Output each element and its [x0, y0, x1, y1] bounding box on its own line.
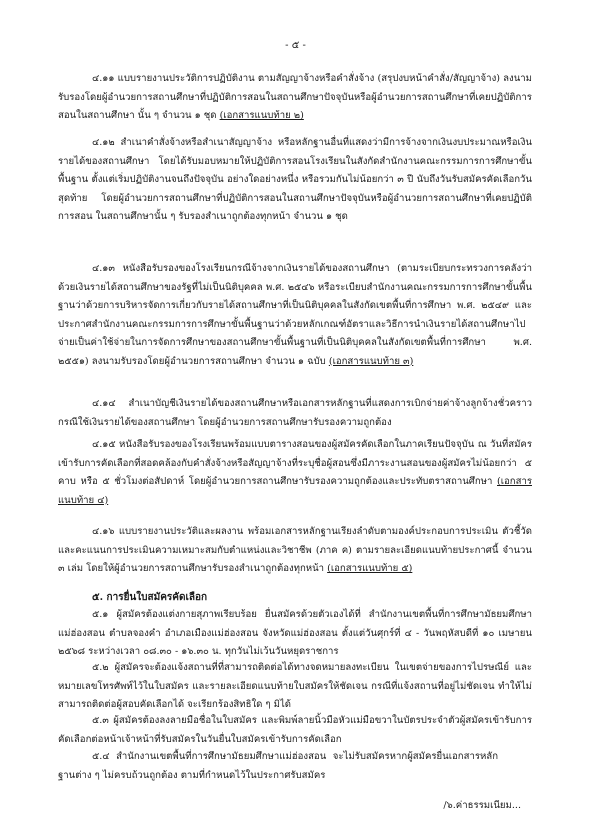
clause-4-16: ๔.๑๖ แบบรายงานประวัติและผลงาน พร้อมเอกสารหลักฐานเรียงลำดับตามองค์ประกอบการประเมิน ตัวชี้วัด และคะแนนการประเมินความเหมาะสมกับตำแหน่งและวิชาชีพ (ภาค ค) ตามรายละเอียดแนบท้ายประกาศนี้ จำนวน ๓ เล่ม โดยให้ผู้อำนวยการสถานศึกษารับรองสำเนาถูกต้องทุกหน้า (เอกสารแนบท้าย ๕): [58, 526, 532, 574]
clause-5-3: ๕.๓ ผู้สมัครต้องลงลายมือชื่อในใบสมัคร และพิมพ์ลายนิ้วมือหัวแม่มือขวาในบัตรประจำตัวผู้สมัครเข้ารับการคัดเลือกต่อหน้าเจ้าหน้าที่รับสมัครในวันยื่นใบสมัครเข้ารับการคัดเลือก: [58, 715, 532, 745]
attachment-ref: (เอกสารแนบท้าย ๕): [327, 563, 413, 574]
next-page-marker: /๖.ค่าธรรมเนียม...: [443, 800, 521, 811]
clause-4-15: ๔.๑๕ หนังสือรับรองของโรงเรียนพร้อมแบบตารางสอนของผู้สมัครคัดเลือกในภาคเรียนปัจจุบัน ณ วันที่สมัครเข้ารับการคัดเลือกที่สอดคล้องกับคำสั่งจ้างหรือสัญญาจ้างที่ระบุชื่อผู้สอนซึ่งมีภาระงานสอนของผู้สมัครไม่น้อยกว่า ๕ คาบ หรือ ๕ ชั่วโมงต่อสัปดาห์ โดยผู้อำนวยการสถานศึกษารับรองความถูกต้องและประทับตราสถานศึกษา (เอกสารแนบท้าย ๔): [58, 439, 532, 506]
clause-5-1: ๕.๑ ผู้สมัครต้องแต่งกายสุภาพเรียบร้อย ยื่นสมัครด้วยตัวเองได้ที่ สำนักงานเขตพื้นที่การศึกษามัธยมศึกษาแม่ฮ่องสอน ตำบลจองคำ อำเภอเมืองแม่ฮ่องสอน จังหวัดแม่ฮ่องสอน ตั้งแต่วันศุกร์ที่ ๔ - วันพฤหัสบดีที่ ๑๐ เมษายน ๒๕๖๘ ระหว่างเวลา ๐๘.๓๐ - ๑๖.๓๐ น. ทุกวันไม่เว้นวันหยุดราชการ: [58, 609, 532, 657]
clause-4-11: ๔.๑๑ แบบรายงานประวัติการปฏิบัติงาน ตามสัญญาจ้างหรือคำสั่งจ้าง (สรุปงบหน้าคำสั่ง/สัญญาจ้าง) ลงนามรับรองโดยผู้อำนวยการสถานศึกษาที่ปฏิบัติการสอนในสถานศึกษาปัจจุบันหรือผู้อำนวยการสถานศึกษาที่เคยปฏิบัติการสอนในสถานศึกษา นั้น ๆ จำนวน ๑ ชุด (เอกสารแนบท้าย ๒): [58, 73, 532, 121]
section-heading: ๕. การยื่นใบสมัครคัดเลือก: [92, 592, 208, 603]
clause-5-2: ๕.๒ ผู้สมัครจะต้องแจ้งสถานที่ที่สามารถติดต่อได้ทางจดหมายลงทะเบียน ในเขตจ่ายของการไปรษณีย์ และหมายเลขโทรศัพท์ไว้ในใบสมัคร และรายละเอียดแนบท้ายใบสมัครให้ชัดเจน กรณีที่แจ้งสถานที่อยู่ไม่ชัดเจน ทำให้ไม่สามารถติดต่อผู้สอบคัดเลือกได้ จะเรียกร้องสิทธิใด ๆ มิได้: [58, 662, 532, 710]
attachment-ref: (เอกสารแนบท้าย ๓): [328, 355, 414, 367]
clause-4-14: ๔.๑๔ สำเนาบัญชีเงินรายได้ของสถานศึกษาหรือเอกสารหลักฐานที่แสดงการเบิกจ่ายค่าจ้างลูกจ้างชั่วคราว กรณีใช้เงินรายได้ของสถานศึกษา โดยผู้อำนวยการสถานศึกษารับรองความถูกต้อง: [58, 398, 532, 428]
clause-4-13: ๔.๑๓ หนังสือรับรองของโรงเรียนกรณีจ้างจากเงินรายได้ของสถานศึกษา (ตามระเบียบกระทรวงการคลังว่าด้วยเงินรายได้สถานศึกษาของรัฐที่ไม่เป็นนิติบุคคล พ.ศ. ๒๕๔๖ หรือระเบียบสำนักงานคณะกรรมการการศึกษาขั้นพื้นฐานว่าด้วยการบริหารจัดการเกี่ยวกับรายได้สถานศึกษาที่เป็นนิติบุคคลในสังกัดเขตพื้นที่การศึกษา พ.ศ. ๒๕๔๙ และประกาศสำนักงานคณะกรรมการการศึกษาขั้นพื้นฐานว่าด้วยหลักเกณฑ์อัตราและวิธีการนำเงินรายได้สถานศึกษาไปจ่ายเป็นค่าใช้จ่ายในการจัดการศึกษาของสถานศึกษาขั้นพื้นฐานที่เป็นนิติบุคคลในสังกัดเขตพื้นที่การศึกษา พ.ศ. ๒๕๕๑) ลงนามรับรองโดยผู้อำนวยการสถานศึกษา จำนวน ๑ ฉบับ (เอกสารแนบท้าย ๓): [58, 263, 532, 367]
page-number: - ๕ -: [285, 40, 306, 51]
attachment-ref: (เอกสารแนบท้าย ๒): [219, 110, 304, 121]
clause-5-4: ๕.๔ สำนักงานเขตพื้นที่การศึกษามัธยมศึกษาแม่ฮ่องสอน จะไม่รับสมัครหากผู้สมัครยื่นเอกสารหลักฐานต่าง ๆ ไม่ครบถ้วนถูกต้อง ตามที่กำหนดไว้ในประกาศรับสมัคร: [58, 751, 498, 781]
clause-4-12: ๔.๑๒ สำเนาคำสั่งจ้างหรือสำเนาสัญญาจ้าง หรือหลักฐานอื่นที่แสดงว่ามีการจ้างจากเงินงบประมาณหรือเงินรายได้ของสถานศึกษา โดยได้รับมอบหมายให้ปฏิบัติการสอนโรงเรียนในสังกัดสำนักงานคณะกรรมการการศึกษาขั้นพื้นฐาน ตั้งแต่เริ่มปฏิบัติงานจนถึงปัจจุบัน อย่างใดอย่างหนึ่ง หรือรวมกันไม่น้อยกว่า ๓ ปี นับถึงวันรับสมัครคัดเลือกวันสุดท้าย โดยผู้อำนวยการสถานศึกษาที่ปฏิบัติการสอนในสถานศึกษาปัจจุบันหรือผู้อำนวยการสถานศึกษาที่เคยปฏิบัติการสอน ในสถานศึกษานั้น ๆ รับรองสำเนาถูกต้องทุกหน้า จำนวน ๑ ชุด: [58, 137, 532, 222]
attachment-ref: (เอกสารแนบท้าย ๔): [58, 476, 532, 506]
